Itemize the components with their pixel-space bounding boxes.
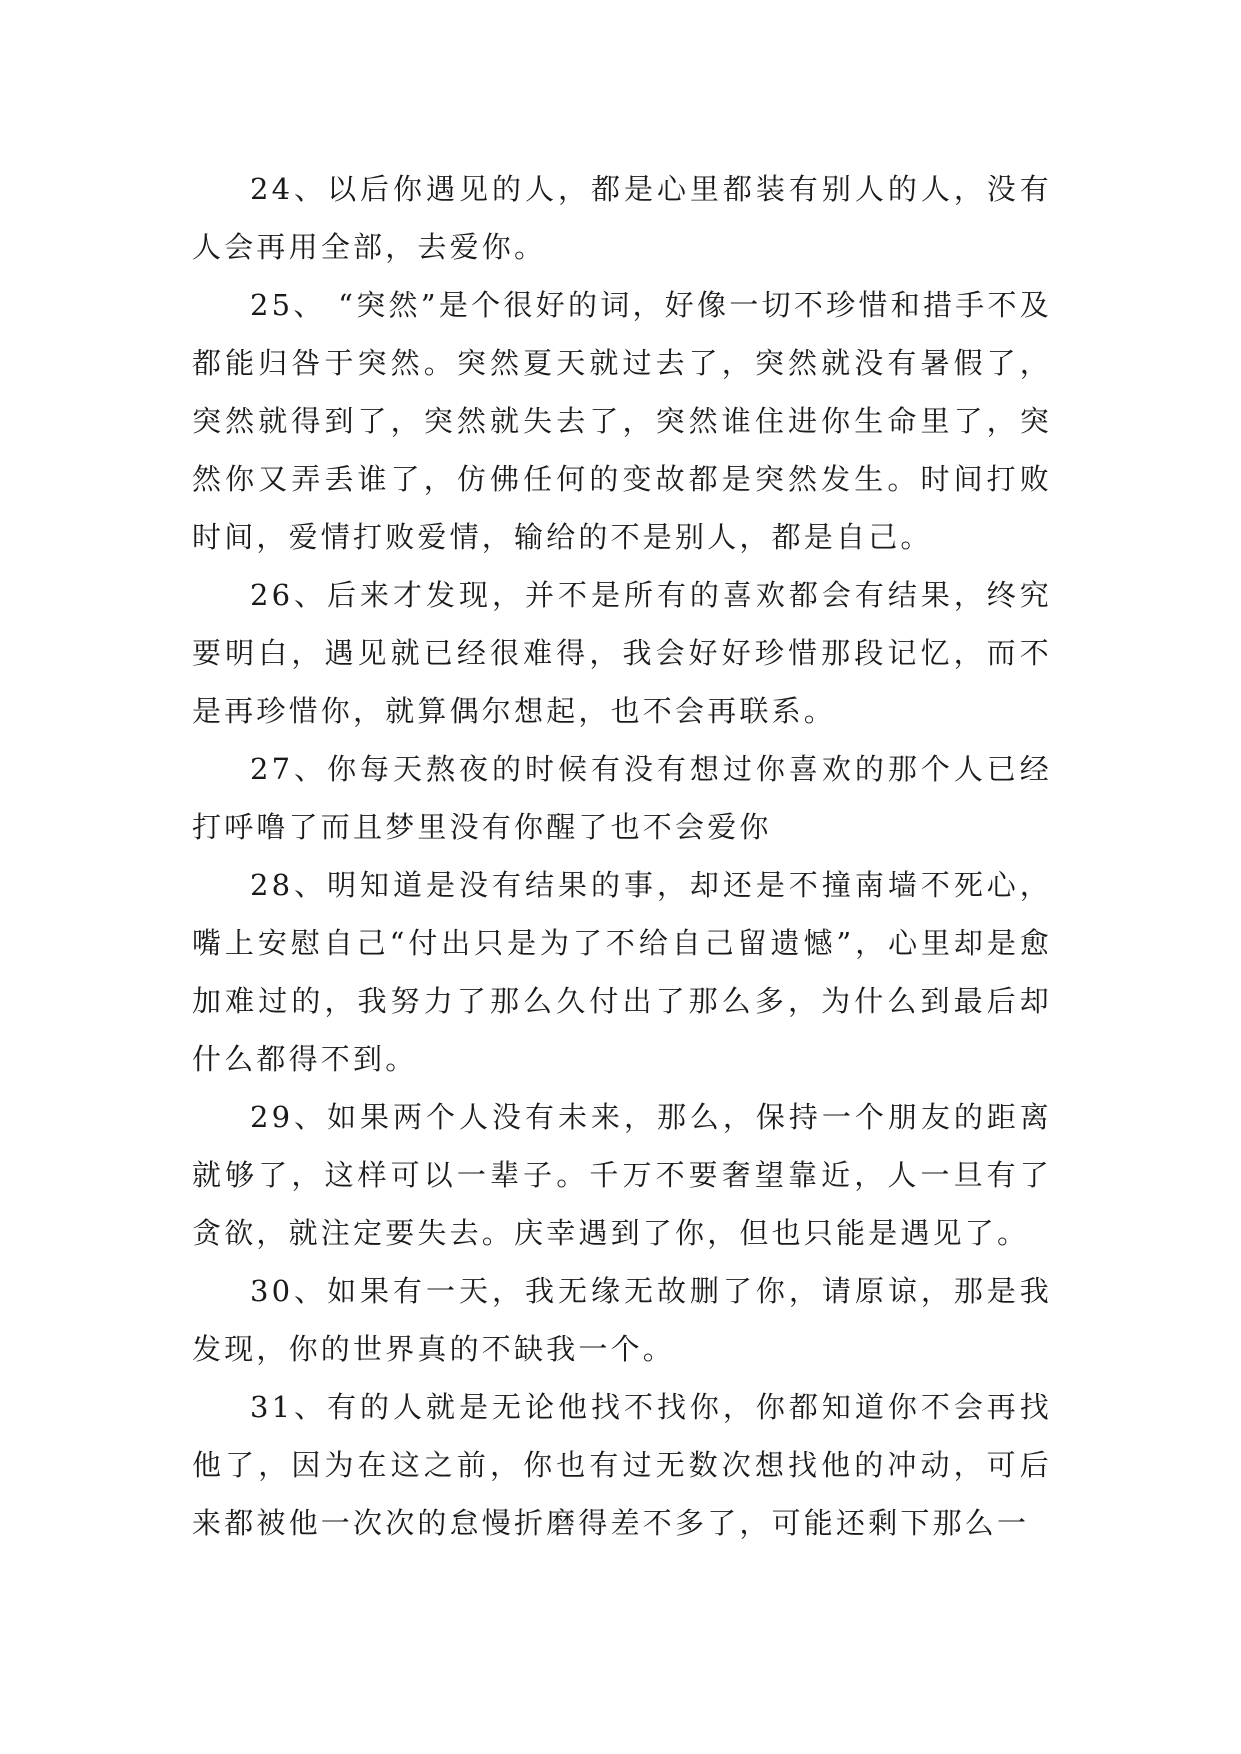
document-body — [192, 160, 1052, 1552]
paragraph-30: 30、如果有一天，我无缘无故删了你，请原谅，那是我发现，你的世界真的不缺我一个。 — [192, 1274, 1052, 1366]
paragraph-25: 25、 “突然”是个很好的词，好像一切不珍惜和措手不及都能归咎于突然。突然夏天就过去了，突然就没有暑假了，突然就得到了，突然就失去了，突然谁住进你生命里了，突然你又弄丢谁了，仿佛任何的变故都是突然发生。时间打败时间，爱情打败爱情，输给的不是别人，都是自己。 — [192, 288, 1052, 554]
paragraph-27: 27、你每天熬夜的时候有没有想过你喜欢的那个人已经打呼噜了而且梦里没有你醒了也不会爱你 — [192, 752, 1052, 844]
paragraph-24: 24、以后你遇见的人，都是心里都装有别人的人，没有人会再用全部，去爱你。 — [192, 172, 1052, 264]
paragraph-26: 26、后来才发现，并不是所有的喜欢都会有结果，终究要明白，遇见就已经很难得，我会好好珍惜那段记忆，而不是再珍惜你，就算偶尔想起，也不会再联系。 — [192, 578, 1052, 728]
paragraph-31: 31、有的人就是无论他找不找你，你都知道你不会再找他了，因为在这之前，你也有过无数次想找他的冲动，可后来都被他一次次的怠慢折磨得差不多了，可能还剩下那么一 — [192, 1390, 1052, 1540]
paragraph-29: 29、如果两个人没有未来，那么，保持一个朋友的距离就够了，这样可以一辈子。千万不要奢望靠近，人一旦有了贪欲，就注定要失去。庆幸遇到了你，但也只能是遇见了。 — [192, 1100, 1052, 1250]
paragraph-28: 28、明知道是没有结果的事，却还是不撞南墙不死心，嘴上安慰自己“付出只是为了不给自己留遗憾”，心里却是愈加难过的，我努力了那么久付出了那么多，为什么到最后却什么都得不到。 — [192, 868, 1052, 1076]
